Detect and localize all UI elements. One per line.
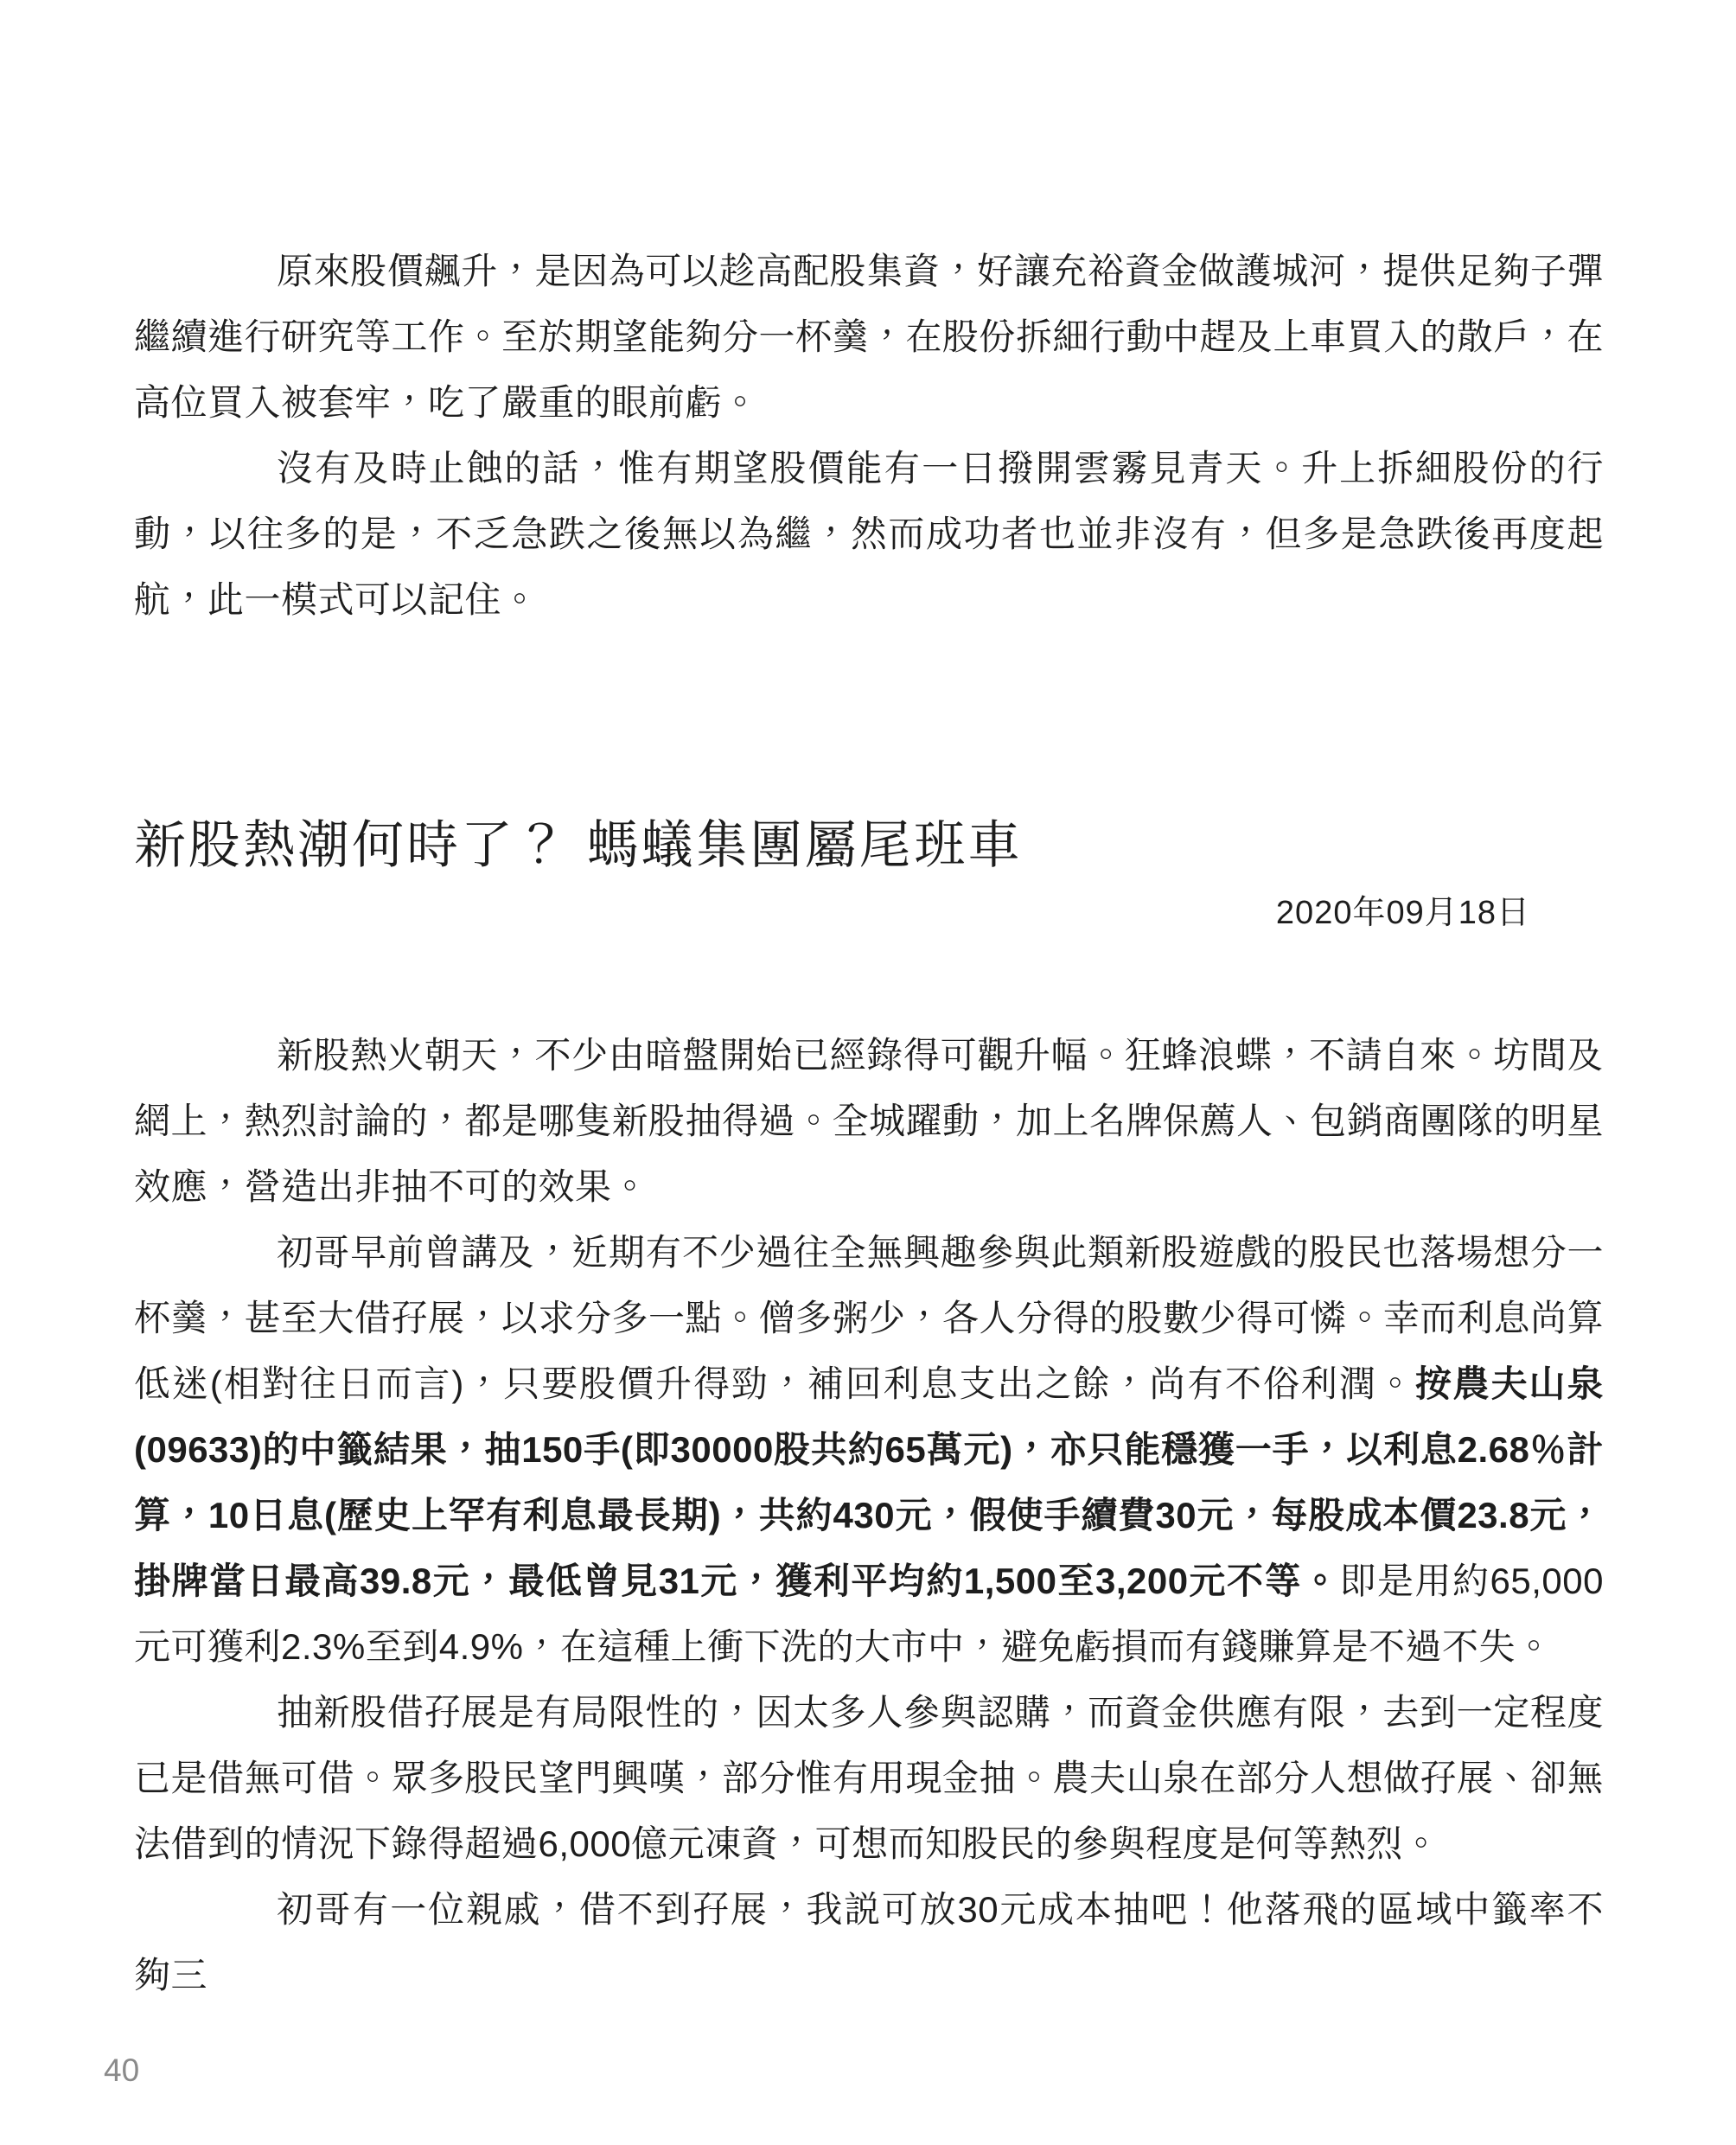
article-title: 新股熱潮何時了？ 螞蟻集團屬尾班車	[134, 816, 1023, 874]
paragraph-2-regular-start: 初哥早前曾講及，近期有不少過往全無興趣參與此類新股遊戲的股民也落場想分一杯羹，甚至大借孖展，以求分多一點。僧多粥少，各人分得的股數少得可憐。幸而利息尚算低迷(相對往日而言)，只要股價升得勁，補回利息支出之餘，尚有不俗利潤。	[134, 1232, 1605, 1404]
article-body	[134, 1023, 1604, 2008]
intro-paragraph-1: 原來股價飆升，是因為可以趁高配股集資，好讓充裕資金做護城河，提供足夠子彈繼續進行研究等工作。至於期望能夠分一杯羹，在股份拆細行動中趕及上車買入的散戶，在高位買入被套牢，吃了嚴重的眼前虧。	[134, 251, 1605, 423]
article-paragraph-3: 抽新股借孖展是有局限性的，因太多人參與認購，而資金供應有限，去到一定程度已是借無可借。眾多股民望門興嘆，部分惟有用現金抽。農夫山泉在部分人想做孖展、卻無法借到的情況下錄得超過6,000億元凍資，可想而知股民的參與程度是何等熱烈。	[134, 1692, 1605, 1864]
article-paragraph-2	[134, 1220, 1604, 1680]
article-paragraph-1: 新股熱火朝天，不少由暗盤開始已經錄得可觀升幅。狂蜂浪蝶，不請自來。坊間及網上，熱烈討論的，都是哪隻新股抽得過。全城躍動，加上名牌保薦人、包銷商團隊的明星效應，營造出非抽不可的效果。	[134, 1035, 1605, 1207]
page-number: 40	[104, 2052, 140, 2088]
article-date: 2020年09月18日	[1275, 895, 1530, 931]
paragraph-2-regular-end: 即是用約65,000元可獲利2.3%至到4.9%，在這種上衝下洗的大市中，避免虧損而有錢賺算是不過不失。	[134, 1561, 1604, 1667]
paragraph-2-bold-highlight: 按農夫山泉(09633)的中籤結果，抽150手(即30000股共約65萬元)，亦只能穩獲一手，以利息2.68％計算，10日息(歷史上罕有利息最長期)，共約430元，假使手續費30元，每股成本價23.8元，掛牌當日最高39.8元，最低曾見31元，獲利平均約1,500至3,200元不等。	[134, 1363, 1604, 1601]
intro-paragraph-2: 沒有及時止蝕的話，惟有期望股價能有一日撥開雲霧見青天。升上拆細股份的行動，以往多的是，不乏急跌之後無以為繼，然而成功者也並非沒有，但多是急跌後再度起航，此一模式可以記住。	[134, 448, 1604, 620]
article-paragraph-4: 初哥有一位親戚，借不到孖展，我説可放30元成本抽吧！他落飛的區域中籤率不夠三	[134, 1889, 1604, 1995]
page-content	[134, 239, 1604, 2008]
